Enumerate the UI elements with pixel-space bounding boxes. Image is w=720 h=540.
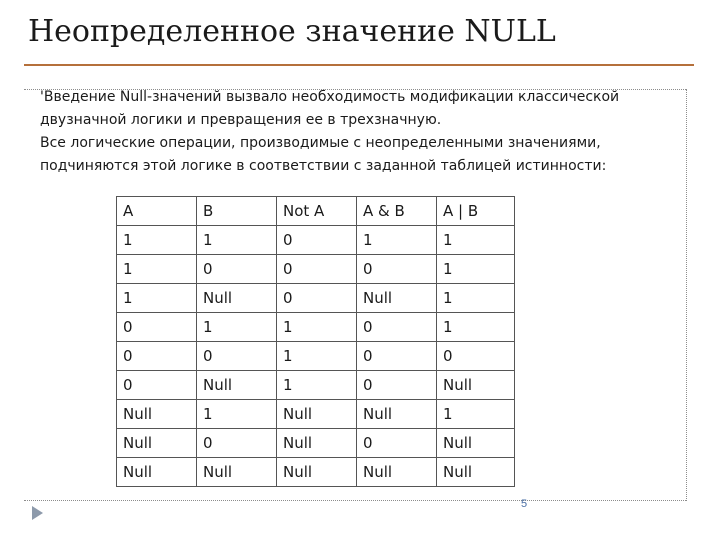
table-cell: 1 bbox=[357, 226, 437, 255]
slide-title: Неопределенное значение NULL bbox=[28, 14, 556, 49]
paragraph-line: 'Введение Null-значений вызвало необходимость модификации классической bbox=[40, 89, 620, 105]
header-cell-a-and-b: A & B bbox=[357, 197, 437, 226]
table-cell: 0 bbox=[437, 342, 515, 371]
table-cell: Null bbox=[277, 458, 357, 487]
table-cell: 0 bbox=[117, 313, 197, 342]
table-cell: 1 bbox=[197, 226, 277, 255]
table-cell: 1 bbox=[277, 371, 357, 400]
table-cell: 0 bbox=[277, 226, 357, 255]
header-cell-a: A bbox=[117, 197, 197, 226]
table-cell: 0 bbox=[357, 371, 437, 400]
table-row bbox=[117, 342, 515, 371]
table-cell: 0 bbox=[117, 342, 197, 371]
paragraph-line: Все логические операции, производимые с неопределенными значениями, bbox=[40, 135, 601, 151]
table-cell: 1 bbox=[437, 400, 515, 429]
table-row bbox=[117, 255, 515, 284]
table-cell: Null bbox=[117, 429, 197, 458]
table-row bbox=[117, 429, 515, 458]
table-cell: Null bbox=[197, 371, 277, 400]
table-cell: 0 bbox=[277, 284, 357, 313]
table-cell: Null bbox=[117, 458, 197, 487]
table-row bbox=[117, 313, 515, 342]
table-cell: 1 bbox=[437, 226, 515, 255]
content-frame-right bbox=[686, 89, 687, 501]
title-divider bbox=[24, 64, 694, 66]
table-row bbox=[117, 371, 515, 400]
table-cell: Null bbox=[277, 429, 357, 458]
body-paragraph bbox=[40, 86, 680, 178]
table-cell: 0 bbox=[357, 342, 437, 371]
table-row bbox=[117, 400, 515, 429]
table-cell: 1 bbox=[277, 313, 357, 342]
table-cell: Null bbox=[357, 458, 437, 487]
table-row bbox=[117, 284, 515, 313]
table-cell: 0 bbox=[197, 429, 277, 458]
table-cell: 1 bbox=[197, 313, 277, 342]
table-cell: 1 bbox=[117, 255, 197, 284]
table-cell: 0 bbox=[357, 255, 437, 284]
truth-table bbox=[116, 196, 515, 487]
table-cell: Null bbox=[437, 429, 515, 458]
header-cell-not-a: Not A bbox=[277, 197, 357, 226]
table-cell: 0 bbox=[357, 429, 437, 458]
table-cell: 0 bbox=[197, 255, 277, 284]
page-number: 5 bbox=[521, 498, 528, 510]
triangle-right-icon bbox=[32, 506, 43, 520]
table-header-row bbox=[117, 197, 515, 226]
paragraph-line: двузначной логики и превращения ее в трехзначную. bbox=[40, 112, 442, 128]
table-row bbox=[117, 226, 515, 255]
table-cell: 1 bbox=[197, 400, 277, 429]
table-cell: 0 bbox=[277, 255, 357, 284]
table-cell: Null bbox=[197, 458, 277, 487]
table-cell: 0 bbox=[197, 342, 277, 371]
table-cell: Null bbox=[277, 400, 357, 429]
table-cell: Null bbox=[197, 284, 277, 313]
table-cell: 1 bbox=[117, 226, 197, 255]
table-cell: 1 bbox=[277, 342, 357, 371]
table-cell: Null bbox=[437, 371, 515, 400]
table-cell: Null bbox=[357, 284, 437, 313]
header-cell-a-or-b: A | B bbox=[437, 197, 515, 226]
paragraph-line: подчиняются этой логике в соответствии с заданной таблицей истинности: bbox=[40, 158, 607, 174]
table-cell: Null bbox=[117, 400, 197, 429]
table-row bbox=[117, 458, 515, 487]
header-cell-b: B bbox=[197, 197, 277, 226]
table-cell: 0 bbox=[117, 371, 197, 400]
table-cell: 0 bbox=[357, 313, 437, 342]
table-cell: Null bbox=[437, 458, 515, 487]
table-cell: 1 bbox=[117, 284, 197, 313]
content-frame-bottom bbox=[24, 500, 686, 501]
table-cell: Null bbox=[357, 400, 437, 429]
table-cell: 1 bbox=[437, 284, 515, 313]
table-cell: 1 bbox=[437, 255, 515, 284]
table-cell: 1 bbox=[437, 313, 515, 342]
